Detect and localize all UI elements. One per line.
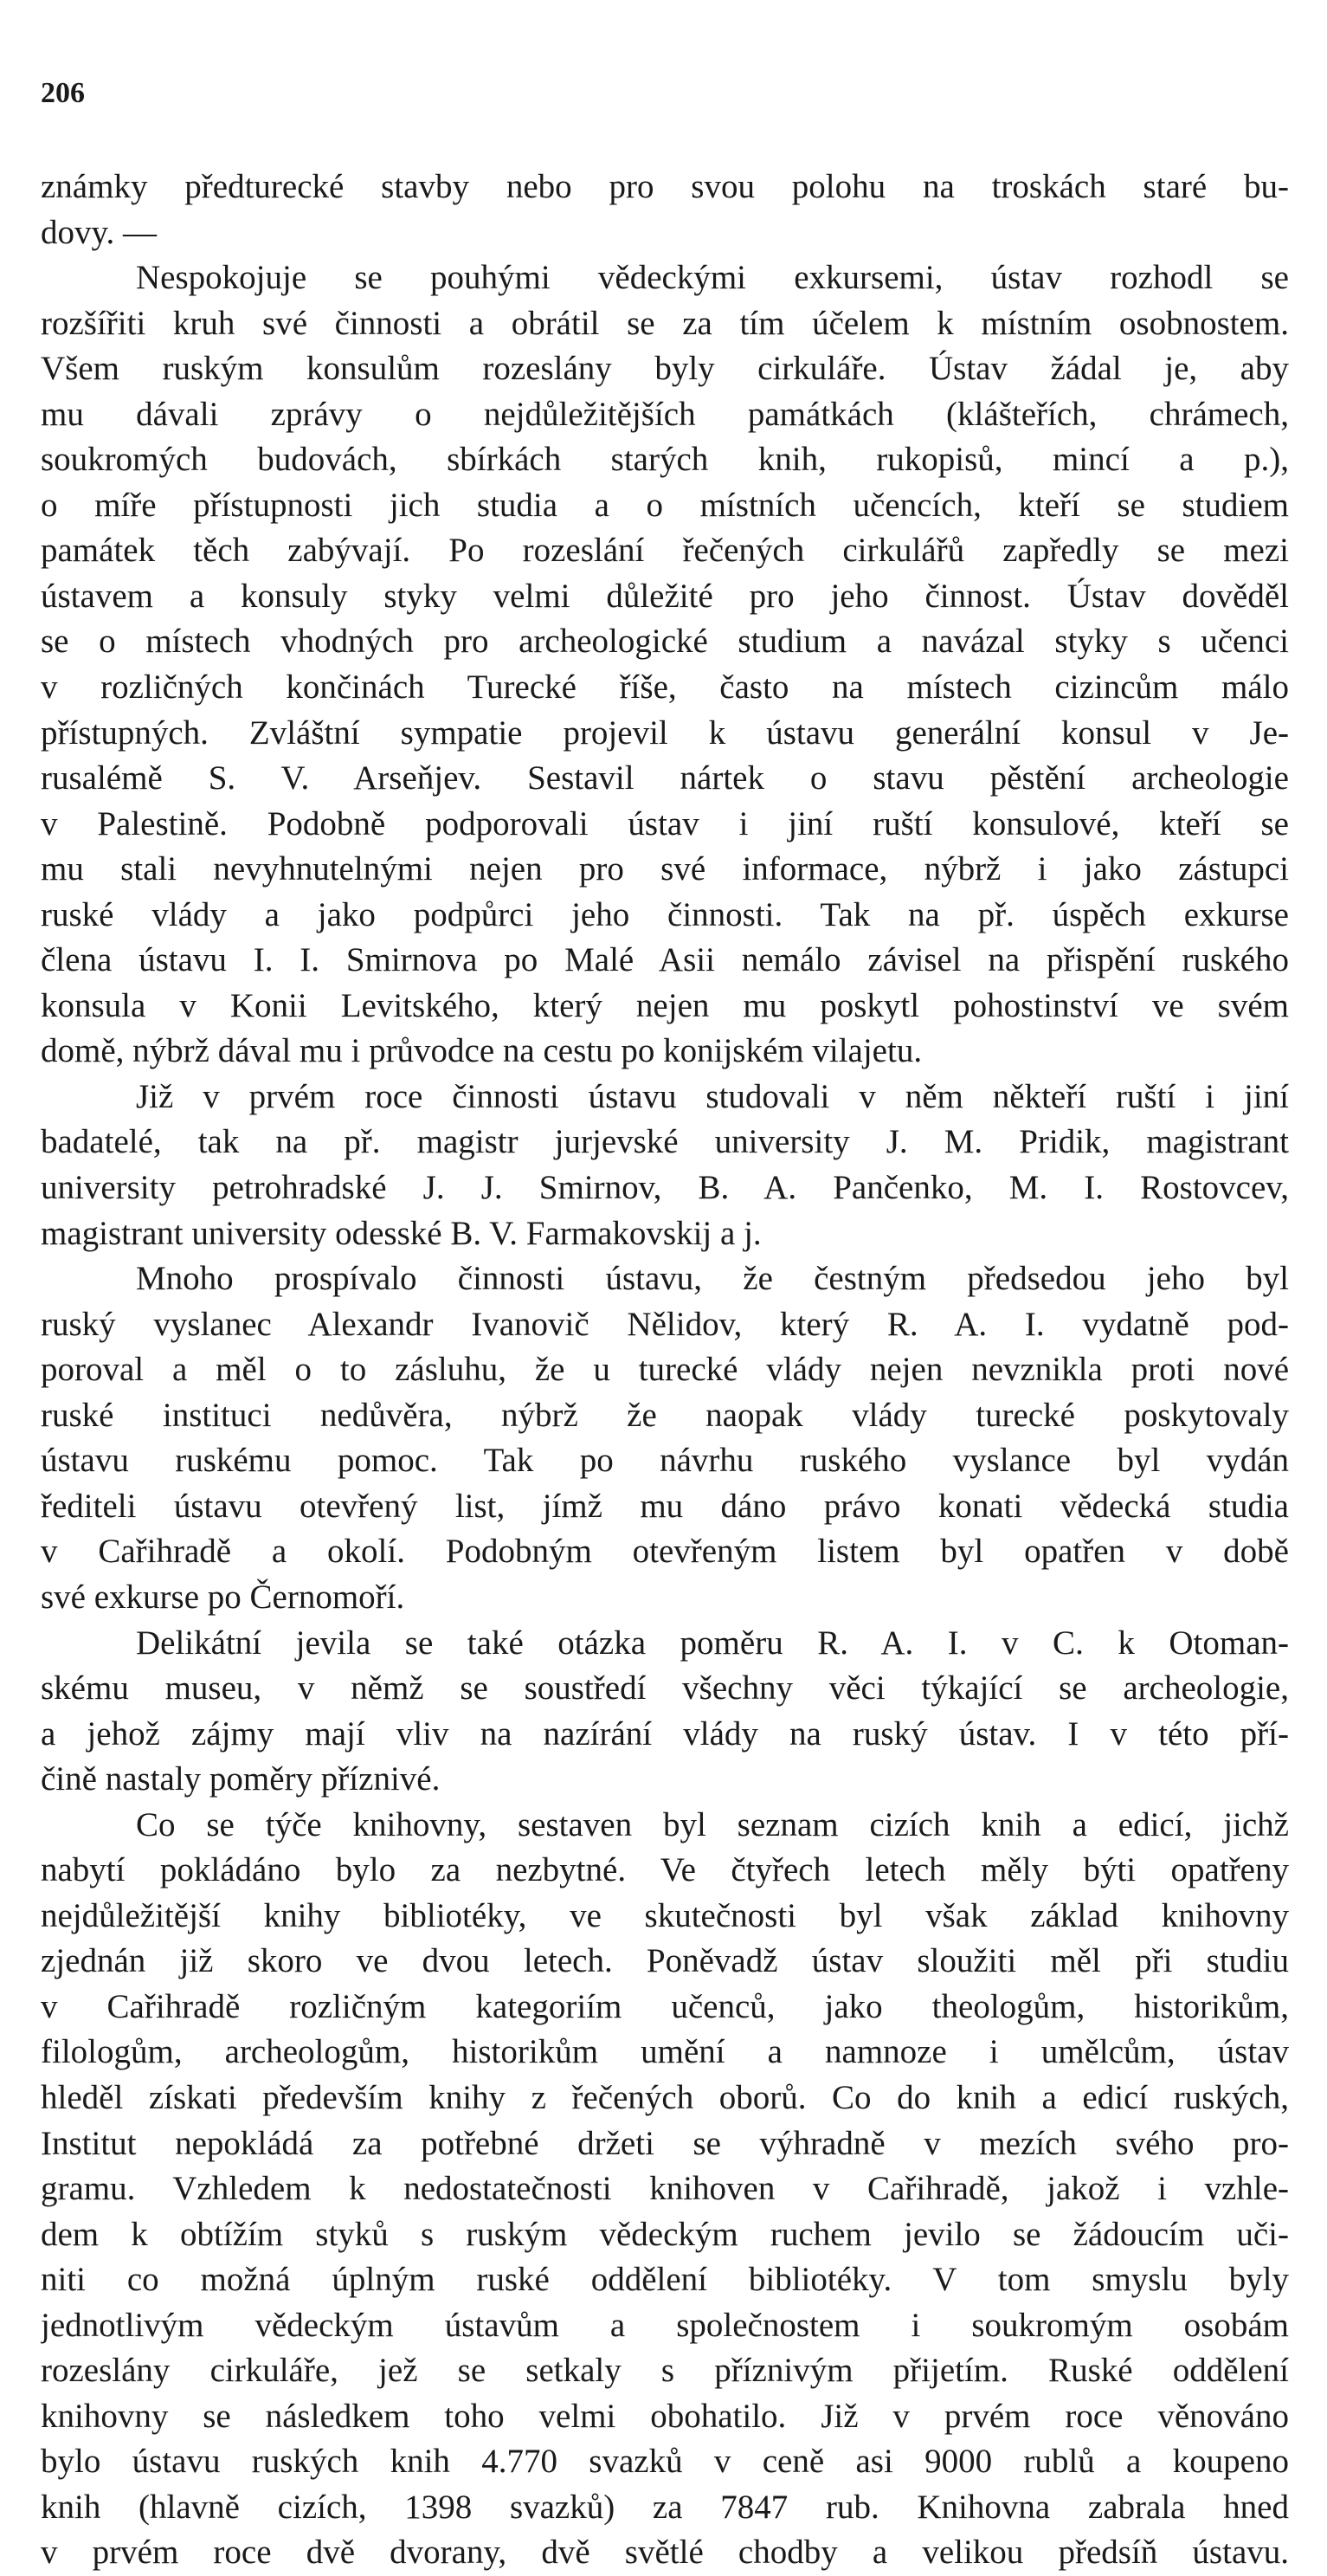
text-line: gramu. Vzhledem k nedostatečnosti knihoven v Cařihradě, jakož i vzhle- bbox=[41, 2170, 1289, 2208]
text-line: soukromých budovách, sbírkách starých knih, rukopisů, mincí a p.), bbox=[41, 441, 1289, 479]
text-line: Již v prvém roce činnosti ústavu studovali v něm někteří ruští i jiní bbox=[136, 1077, 1289, 1115]
text-line: Mnoho prospívalo činnosti ústavu, že čestným předsedou jeho byl bbox=[136, 1260, 1289, 1298]
text-line: Delikátní jevila se také otázka poměru R. A. I. v C. k Otoman- bbox=[136, 1624, 1289, 1662]
text-line: badatelé, tak na př. magistr jurjevské university J. M. Pridik, magistrant bbox=[41, 1123, 1289, 1161]
text-line: poroval a měl o to zásluhu, že u turecké vlády nejen nevznikla proti nové bbox=[41, 1351, 1289, 1389]
text-line: v Cařihradě a okolí. Podobným otevřeným listem byl opatřen v době bbox=[41, 1533, 1289, 1571]
page-number: 206 bbox=[41, 77, 85, 109]
text-line: ústavu ruskému pomoc. Tak po návrhu ruského vyslance byl vydán bbox=[41, 1442, 1289, 1480]
text-line: knihovny se následkem toho velmi obohatilo. Již v prvém roce věnováno bbox=[41, 2397, 1289, 2435]
text-line: university petrohradské J. J. Smirnov, B. A. Pančenko, M. I. Rostovcev, bbox=[41, 1169, 1289, 1207]
text-line: zjednán již skoro ve dvou letech. Poněvadž ústav sloužiti měl při studiu bbox=[41, 1942, 1289, 1980]
text-line: magistrant university odesské B. V. Farmakovskij a j. bbox=[41, 1214, 762, 1252]
text-line: domě, nýbrž dával mu i průvodce na cestu po konijském vilajetu. bbox=[41, 1032, 923, 1070]
text-line: Nespokojuje se pouhými vědeckými exkursemi, ústav rozhodl se bbox=[136, 259, 1289, 297]
text-line: hleděl získati především knihy z řečených oborů. Co do knih a edicí ruských, bbox=[41, 2078, 1289, 2116]
text-line: rozeslány cirkuláře, jež se setkaly s příznivým přijetím. Ruské oddělení bbox=[41, 2352, 1289, 2390]
text-line: a jehož zájmy mají vliv na nazírání vlády na ruský ústav. I v této pří- bbox=[41, 1714, 1289, 1753]
text-line: niti co možná úplným ruské oddělení bibliotéky. V tom smyslu byly bbox=[41, 2261, 1289, 2299]
text-line: knih (hlavně cizích, 1398 svazků) za 7847 rub. Knihovna zabrala hned bbox=[41, 2488, 1289, 2526]
text-line: Co se týče knihovny, sestaven byl seznam cizích knih a edicí, jichž bbox=[136, 1805, 1289, 1843]
text-line: své exkurse po Černomoří. bbox=[41, 1578, 405, 1616]
text-line: skému museu, v němž se soustředí všechny věci týkající se archeologie, bbox=[41, 1669, 1289, 1708]
text-line: mu dávali zprávy o nejdůležitějších památkách (klášteřích, chrámech, bbox=[41, 395, 1289, 433]
text-line: konsula v Konii Levitského, který nejen mu poskytl pohostinství ve svém bbox=[41, 986, 1289, 1024]
text-line: se o místech vhodných pro archeologické studium a navázal styky s učenci bbox=[41, 623, 1289, 661]
text-line: v Palestině. Podobně podporovali ústav i jiní ruští konsulové, kteří se bbox=[41, 804, 1289, 843]
text-line: známky předturecké stavby nebo pro svou polohu na troskách staré bu- bbox=[41, 168, 1289, 205]
text-line: mu stali nevyhnutelnými nejen pro své informace, nýbrž i jako zástupci bbox=[41, 850, 1289, 888]
body-text bbox=[41, 165, 1289, 2576]
text-line: dem k obtížím styků s ruským vědeckým ruchem jevilo se žádoucím uči- bbox=[41, 2215, 1289, 2253]
text-line: ruský vyslanec Alexandr Ivanovič Nělidov, který R. A. I. vydatně pod- bbox=[41, 1305, 1289, 1343]
text-line: rozšířiti kruh své činnosti a obrátil se za tím účelem k místním osobnostem. bbox=[41, 304, 1289, 342]
text-line: filologům, archeologům, historikům umění a namnoze i umělcům, ústav bbox=[41, 2033, 1289, 2071]
text-line: v Cařihradě rozličným kategoriím učenců, jako theologům, historikům, bbox=[41, 1987, 1289, 2025]
text-line: Institut nepokládá za potřebné držeti se výhradně v mezích svého pro- bbox=[41, 2124, 1289, 2162]
text-line: Všem ruským konsulům rozeslány byly cirkuláře. Ústav žádal je, aby bbox=[41, 350, 1289, 388]
text-line: v prvém roce dvě dvorany, dvě světlé chodby a velikou předsíň ústavu. bbox=[41, 2534, 1289, 2572]
text-line: jednotlivým vědeckým ústavům a společnostem i soukromým osobám bbox=[41, 2306, 1289, 2344]
text-line: nejdůležitější knihy bibliotéky, ve skutečnosti byl však základ knihovny bbox=[41, 1896, 1289, 1934]
text-line: čině nastaly poměry příznivé. bbox=[41, 1760, 441, 1798]
text-line: o míře přístupnosti jich studia a o místních učencích, kteří se studiem bbox=[41, 486, 1289, 524]
text-line: nabytí pokládáno bylo za nezbytné. Ve čtyřech letech měly býti opatřeny bbox=[41, 1851, 1289, 1889]
text-line: rusalémě S. V. Arseňjev. Sestavil nártek o stavu pěstění archeologie bbox=[41, 759, 1289, 797]
text-line: ústavem a konsuly styky velmi důležité pro jeho činnost. Ústav dověděl bbox=[41, 577, 1289, 615]
text-line: přístupných. Zvláštní sympatie projevil k ústavu generální konsul v Je- bbox=[41, 713, 1289, 752]
text-line: dovy. — bbox=[41, 213, 157, 251]
text-line: ruské instituci nedůvěra, nýbrž že naopak vlády turecké poskytovaly bbox=[41, 1396, 1289, 1434]
text-line: řediteli ústavu otevřený list, jímž mu dáno právo konati vědecká studia bbox=[41, 1487, 1289, 1525]
text-line: památek těch zabývají. Po rozeslání řečených cirkulářů zapředly se mezi bbox=[41, 532, 1289, 570]
text-line: člena ústavu I. I. Smirnova po Malé Asii nemálo závisel na přispění ruského bbox=[41, 941, 1289, 979]
text-line: bylo ústavu ruských knih 4.770 svazků v ceně asi 9000 rublů a koupeno bbox=[41, 2443, 1289, 2481]
text-line: ruské vlády a jako podpůrci jeho činnosti. Tak na př. úspěch exkurse bbox=[41, 895, 1289, 933]
text-line: v rozličných končinách Turecké říše, často na místech cizincům málo bbox=[41, 668, 1289, 707]
